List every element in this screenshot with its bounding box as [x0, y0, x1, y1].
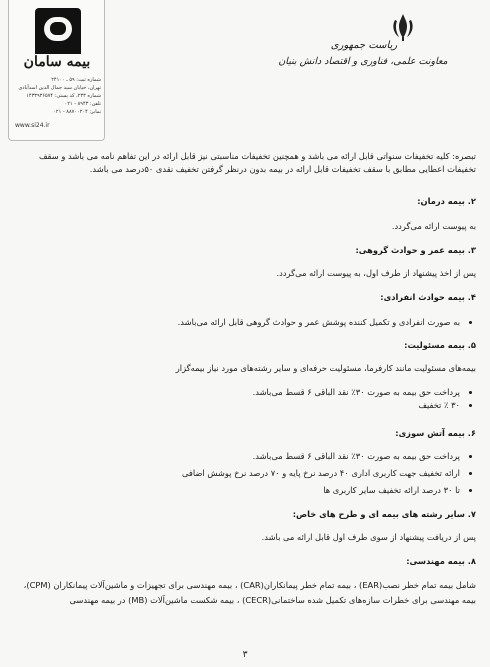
list-item: • پرداخت حق بیمه به صورت ۳۰٪ نقد الباقی ۶ قسط می‌باشد.: [14, 450, 460, 463]
section-8-title: ۸. بیمه مهندسی:: [406, 556, 476, 566]
list-item: • تا ۳۰ درصد ارائه تخفیف سایر کاربری ها: [14, 484, 460, 497]
saman-logo-icon: [35, 8, 81, 54]
insurer-name: بیمه سامان: [23, 54, 91, 70]
list-item: • ۳۰ ٪ تخفیف: [14, 399, 460, 412]
section-4-title: ۴. بیمه حوادث انفرادی:: [380, 292, 476, 302]
page-number: ۳: [242, 650, 248, 660]
section-2-text: به پیوست ارائه می‌گردد.: [391, 221, 476, 231]
section-8-text: شامل بیمه تمام خطر نصب(EAR) ، بیمه تمام خطر پیمانکاران(CAR) ، بیمه مهندسی برای تجهیزات و ماشین‌آلات پیمانکاران (CPM)، بیمه مهندسی برای خطرات سازه‌های تکمیل شده ساختمانی(CECR) ، بیمه شکست ماشین‌آلات (MB) در بیمه مهندسی: [23, 580, 476, 605]
note-paragraph: تبصره: کلیه تخفیفات سنواتی قابل ارائه می باشد و همچنین تخفیفات مناسبتی نیز قابل ارائه در این تفاهم نامه می باشد و سقف تخفیفات اعطایی مطابق با سقف تخفیفات قابل ارائه در بیمه بدون درنظر گرفتن تخفیف نقدی ۵۰درصد می باشد.: [38, 151, 476, 174]
section-5-list: [14, 386, 476, 412]
section-3-text: پس از اخذ پیشنهاد از طرف اول، به پیوست ارائه می‌گردد.: [276, 268, 476, 278]
insurer-line: نمابر: ۸۸۷۰۰۲۰۴ - ۰۲۱: [53, 109, 101, 115]
insurer-url: www.si24.ir: [15, 122, 50, 129]
list-item: • به صورت انفرادی و تکمیل کننده پوشش عمر و حوادث گروهی قابل ارائه می‌باشد.: [14, 316, 460, 329]
section-7-text: پس از دریافت پیشنهاد از سوی طرف اول قابل ارائه می باشد.: [261, 532, 476, 542]
insurer-letterhead: [8, 0, 105, 141]
section-7-title: ۷. سایر رشته های بیمه ای و طرح های خاص:: [292, 509, 476, 519]
section-3-title: ۳. بیمه عمر و حوادث گروهی:: [355, 245, 476, 255]
list-item: • پرداخت حق بیمه به صورت ۳۰٪ نقد الباقی ۶ قسط می‌باشد.: [14, 386, 460, 399]
header-vice-presidency: معاونت علمی، فناوری و اقتصاد دانش بنیان: [278, 56, 448, 67]
section-4-list: [14, 316, 476, 329]
section-6-title: ۶. بیمه آتش سوزی:: [395, 428, 476, 438]
insurer-line: شماره ۲۳۳، کد پستی: ۱۴۳۳۹۳۶۵۷۴: [26, 93, 101, 99]
section-6-list: [14, 450, 476, 497]
section-5-title: ۵. بیمه مسئولیت:: [404, 340, 476, 350]
insurer-line: تهران، خیابان سید جمال الدین اسدآبادی: [18, 85, 101, 91]
header-presidency: ریاست جمهوری: [330, 40, 398, 51]
list-item: • ارائه تخفیف جهت کاربری اداری ۴۰ درصد نرخ پایه و ۷۰ درصد نرخ پوشش اضافی: [14, 467, 460, 480]
section-2-title: ۲. بیمه درمان:: [417, 196, 476, 206]
insurer-line: شماره ثبت: ۵۹ ـ ۲۴۱۰۰: [51, 77, 101, 83]
section-5-text: بیمه‌های مسئولیت مانند کارفرما، مسئولیت حرفه‌ای و سایر رشته‌های مورد نیاز بیمه‌گزار: [175, 363, 476, 373]
iran-emblem-icon: [390, 12, 416, 42]
insurer-address: [15, 76, 101, 116]
insurer-line: تلفن: ۸۹۴۳ - ۰۲۱: [64, 101, 101, 107]
